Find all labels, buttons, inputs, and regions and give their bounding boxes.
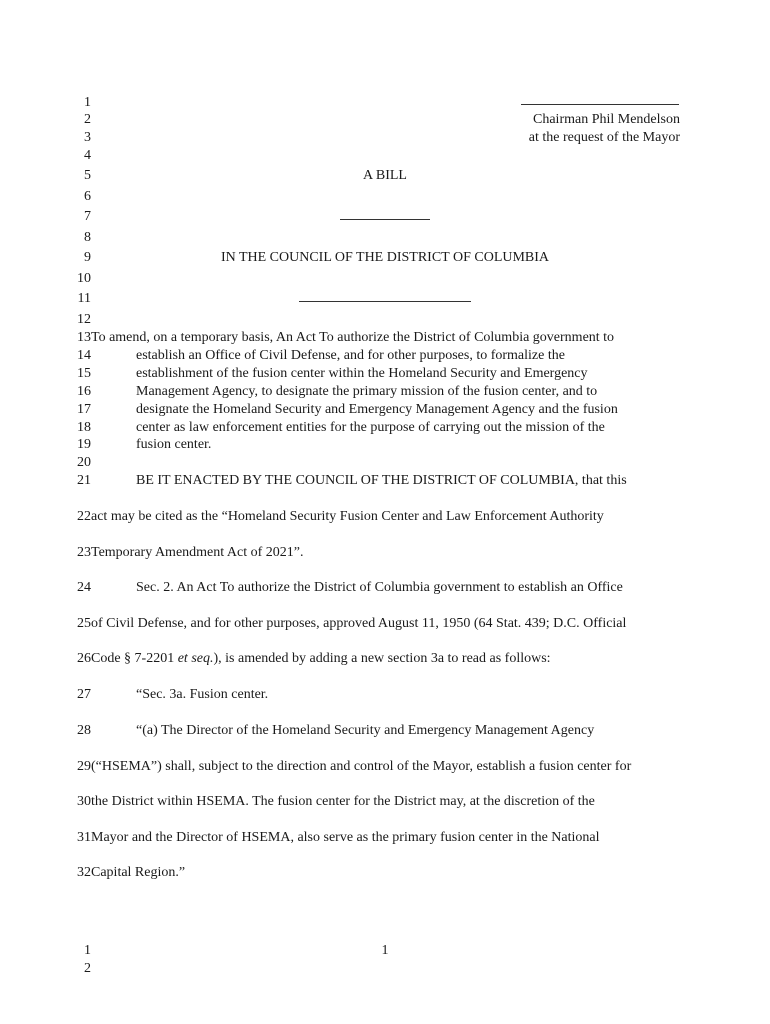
title-line: establish an Office of Civil Defense, and for other purposes, to formalize the <box>136 348 565 363</box>
body-line: (“HSEMA”) shall, subject to the direction and control of the Mayor, establish a fusion center for <box>91 759 632 774</box>
footer-line-number: 2 <box>84 961 91 976</box>
line-29 <box>0 758 770 776</box>
line-11 <box>0 290 770 308</box>
line-number: 16 <box>77 384 91 399</box>
section-heading: Sec. 2. An Act To authorize the District of Columbia government to establish an Office <box>136 580 623 595</box>
code-citation: Code § 7-2201 <box>91 651 178 666</box>
line-number: 12 <box>77 312 91 327</box>
subsection-a: “(a) The Director of the Homeland Security and Emergency Management Agency <box>136 723 595 738</box>
body-line: Capital Region.” <box>91 865 186 880</box>
enacting-clause: BE IT ENACTED BY THE COUNCIL OF THE DISTRICT OF COLUMBIA, that this <box>136 473 627 488</box>
line-number: 18 <box>77 420 91 435</box>
line-number: 20 <box>77 455 91 470</box>
line-17 <box>0 401 770 419</box>
footer-line-2 <box>0 960 770 978</box>
line-1 <box>0 94 770 112</box>
line-25 <box>0 615 770 633</box>
line-5 <box>0 167 770 185</box>
line-9 <box>0 249 770 267</box>
line-number: 8 <box>84 230 91 245</box>
line-number: 19 <box>77 437 91 452</box>
sponsor-name: Chairman Phil Mendelson <box>533 112 680 127</box>
line-number: 26 <box>77 651 91 666</box>
line-number: 10 <box>77 271 91 286</box>
line-number: 6 <box>84 189 91 204</box>
page-number: 1 <box>381 943 389 958</box>
council-heading: IN THE COUNCIL OF THE DISTRICT OF COLUMBIA <box>220 250 550 265</box>
line-32 <box>0 864 770 882</box>
line-number: 17 <box>77 402 91 417</box>
signature-line <box>521 94 679 105</box>
line-18 <box>0 419 770 437</box>
line-number: 27 <box>77 687 91 702</box>
line-number: 29 <box>77 759 91 774</box>
line-19 <box>0 436 770 454</box>
body-line <box>91 650 551 668</box>
et-seq: et seq. <box>177 651 214 666</box>
footer-line-1 <box>0 942 770 960</box>
line-number: 30 <box>77 794 91 809</box>
line-31 <box>0 829 770 847</box>
line-number: 2 <box>84 112 91 127</box>
line-23 <box>0 544 770 562</box>
footer-line-number: 1 <box>84 943 91 958</box>
body-line: Mayor and the Director of HSEMA, also serve as the primary fusion center in the National <box>91 830 600 845</box>
line-number: 14 <box>77 348 91 363</box>
line-number: 15 <box>77 366 91 381</box>
line-number: 7 <box>84 209 91 224</box>
line-24 <box>0 579 770 597</box>
bill-number-line <box>340 208 430 220</box>
line-30 <box>0 793 770 811</box>
line-number: 11 <box>77 291 91 306</box>
line-4 <box>0 147 770 165</box>
line-20 <box>0 454 770 472</box>
line-13 <box>0 329 770 347</box>
title-line: establishment of the fusion center within the Homeland Security and Emergency <box>136 366 588 381</box>
line-26 <box>0 650 770 668</box>
body-line: Temporary Amendment Act of 2021”. <box>91 545 304 560</box>
title-line: designate the Homeland Security and Emergency Management Agency and the fusion <box>136 402 618 417</box>
bill-label: A BILL <box>363 168 407 183</box>
line-number: 5 <box>84 168 91 183</box>
line-number: 21 <box>77 473 91 488</box>
line-number: 13 <box>77 330 91 345</box>
body-line: of Civil Defense, and for other purposes, approved August 11, 1950 (64 Stat. 439; D.C. Official <box>91 616 627 631</box>
request-note: at the request of the Mayor <box>528 130 680 145</box>
line-28 <box>0 722 770 740</box>
line-number: 24 <box>77 580 91 595</box>
line-8 <box>0 229 770 247</box>
line-number: 23 <box>77 545 91 560</box>
line-number: 28 <box>77 723 91 738</box>
line-14 <box>0 347 770 365</box>
line-15 <box>0 365 770 383</box>
line-7 <box>0 208 770 226</box>
line-number: 9 <box>84 250 91 265</box>
body-line: the District within HSEMA. The fusion center for the District may, at the discretion of the <box>91 794 595 809</box>
code-citation-rest: ), is amended by adding a new section 3a to read as follows: <box>213 651 551 666</box>
line-3 <box>0 129 770 147</box>
line-21 <box>0 472 770 490</box>
line-number: 22 <box>77 509 91 524</box>
title-line: center as law enforcement entities for the purpose of carrying out the mission of the <box>136 420 605 435</box>
line-12 <box>0 311 770 329</box>
line-16 <box>0 383 770 401</box>
line-number: 4 <box>84 148 91 163</box>
line-number: 32 <box>77 865 91 880</box>
line-22 <box>0 508 770 526</box>
line-number: 3 <box>84 130 91 145</box>
line-27 <box>0 686 770 704</box>
date-line <box>299 290 471 302</box>
body-line: act may be cited as the “Homeland Security Fusion Center and Law Enforcement Authority <box>91 509 604 524</box>
line-number: 1 <box>84 95 91 110</box>
title-line: Management Agency, to designate the primary mission of the fusion center, and to <box>136 384 598 399</box>
title-line: To amend, on a temporary basis, An Act To authorize the District of Columbia government to <box>91 330 615 345</box>
line-10 <box>0 270 770 288</box>
line-6 <box>0 188 770 206</box>
line-number: 31 <box>77 830 91 845</box>
section-title: “Sec. 3a. Fusion center. <box>136 687 269 702</box>
title-line: fusion center. <box>136 437 212 452</box>
line-2 <box>0 111 770 129</box>
line-number: 25 <box>77 616 91 631</box>
